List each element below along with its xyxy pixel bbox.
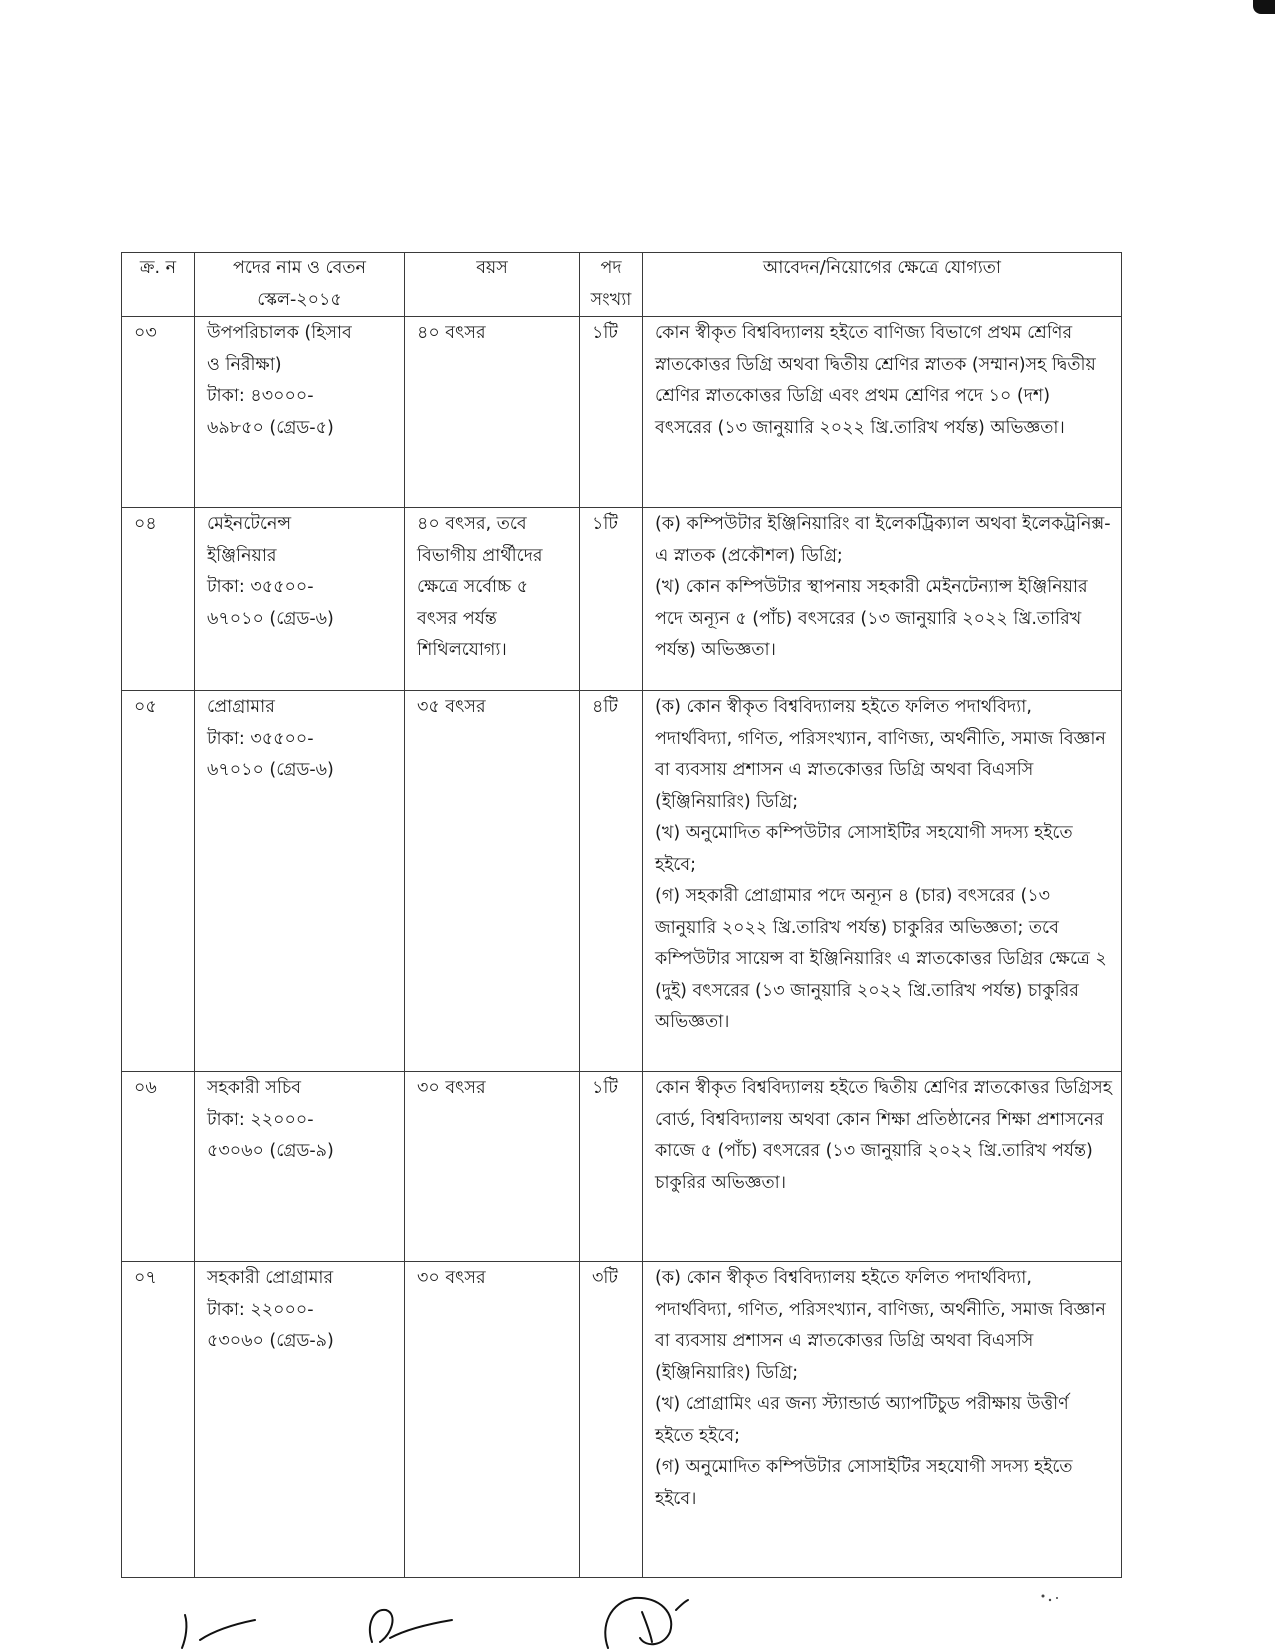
qualification-cell: (ক) কম্পিউটার ইঞ্জিনিয়ারিং বা ইলেকট্রিক্যাল অথবা ইলেকট্রনিক্স-এ স্নাতক (প্রকৌশল) ডিগ্রি; (খ) কোন কম্পিউটার স্থাপনায় সহকারী মেইনটেন্যান্স ইঞ্জিনিয়ার পদে অন্যূন ৫ (পাঁচ) বৎসরের (১৩ জানুয়ারি ২০২২ খ্রি.তারিখ পর্যন্ত) অভিজ্ঞতা। [643,508,1122,691]
scan-specks [1042,1595,1059,1602]
table-row [122,1262,1122,1578]
age-cell: ৪০ বৎসর [405,317,580,508]
serial-cell: ০৫ [122,691,195,1072]
post-count-cell: ১টি [580,1072,643,1262]
age-cell: ৩০ বৎসর [405,1072,580,1262]
header-qualification: আবেদন/নিয়োগের ক্ষেত্রে যোগ্যতা [643,253,1122,317]
header-post-and-pay-scale: পদের নাম ও বেতন স্কেল-২০১৫ [195,253,405,317]
signature-2 [370,1610,452,1642]
age-cell: ৩৫ বৎসর [405,691,580,1072]
serial-cell: ০৪ [122,508,195,691]
signatures-area [0,1590,1275,1650]
post-count-cell: ৩টি [580,1262,643,1578]
qualification-cell: কোন স্বীকৃত বিশ্ববিদ্যালয় হইতে দ্বিতীয় শ্রেণির স্নাতকোত্তর ডিগ্রিসহ বোর্ড, বিশ্ববিদ্যালয় অথবা কোন শিক্ষা প্রতিষ্ঠানের শিক্ষা প্রশাসনের কাজে ৫ (পাঁচ) বৎসরের (১৩ জানুয়ারি ২০২২ খ্রি.তারিখ পর্যন্ত) চাকুরির অভিজ্ঞতা। [643,1072,1122,1262]
age-cell: ৪০ বৎসর, তবে বিভাগীয় প্রার্থীদের ক্ষেত্রে সর্বোচ্চ ৫ বৎসর পর্যন্ত শিথিলযোগ্য। [405,508,580,691]
post-count-cell: ১টি [580,508,643,691]
serial-cell: ০৭ [122,1262,195,1578]
vacancy-table [121,252,1122,1578]
signature-3 [605,1598,688,1648]
table-row [122,691,1122,1072]
post-cell: সহকারী সচিব টাকা: ২২০০০- ৫৩০৬০ (গ্রেড-৯) [195,1072,405,1262]
table-row [122,317,1122,508]
signature-1 [182,1615,255,1648]
table-row [122,1072,1122,1262]
post-cell: প্রোগ্রামার টাকা: ৩৫৫০০- ৬৭০১০ (গ্রেড-৬) [195,691,405,1072]
post-count-cell: ১টি [580,317,643,508]
post-cell: সহকারী প্রোগ্রামার টাকা: ২২০০০- ৫৩০৬০ (গ্রেড-৯) [195,1262,405,1578]
header-serial: ক্র. ন [122,253,195,317]
post-cell: উপপরিচালক (হিসাব ও নিরীক্ষা) টাকা: ৪৩০০০- ৬৯৮৫০ (গ্রেড-৫) [195,317,405,508]
header-post-count: পদ সংখ্যা [580,253,643,317]
age-cell: ৩০ বৎসর [405,1262,580,1578]
page-corner-mark [1253,0,1275,14]
post-cell: মেইনটেনেন্স ইঞ্জিনিয়ার টাকা: ৩৫৫০০- ৬৭০১০ (গ্রেড-৬) [195,508,405,691]
serial-cell: ০৬ [122,1072,195,1262]
qualification-cell: কোন স্বীকৃত বিশ্ববিদ্যালয় হইতে বাণিজ্য বিভাগে প্রথম শ্রেণির স্নাতকোত্তর ডিগ্রি অথবা দ্বিতীয় শ্রেণির স্নাতক (সম্মান)সহ দ্বিতীয় শ্রেণির স্নাতকোত্তর ডিগ্রি এবং প্রথম শ্রেণির পদে ১০ (দশ) বৎসরের (১৩ জানুয়ারি ২০২২ খ্রি.তারিখ পর্যন্ত) অভিজ্ঞতা। [643,317,1122,508]
qualification-cell: (ক) কোন স্বীকৃত বিশ্ববিদ্যালয় হইতে ফলিত পদার্থবিদ্যা, পদার্থবিদ্যা, গণিত, পরিসংখ্যান, বাণিজ্য, অর্থনীতি, সমাজ বিজ্ঞান বা ব্যবসায় প্রশাসন এ স্নাতকোত্তর ডিগ্রি অথবা বিএসসি (ইঞ্জিনিয়ারিং) ডিগ্রি; (খ) প্রোগ্রামিং এর জন্য স্ট্যান্ডার্ড অ্যাপটিচুড পরীক্ষায় উত্তীর্ণ হইতে হইবে; (গ) অনুমোদিত কম্পিউটার সোসাইটির সহযোগী সদস্য হইতে হইবে। [643,1262,1122,1578]
serial-cell: ০৩ [122,317,195,508]
table-row [122,508,1122,691]
post-count-cell: ৪টি [580,691,643,1072]
table-header-row [122,253,1122,317]
header-age: বয়স [405,253,580,317]
qualification-cell: (ক) কোন স্বীকৃত বিশ্ববিদ্যালয় হইতে ফলিত পদার্থবিদ্যা, পদার্থবিদ্যা, গণিত, পরিসংখ্যান, বাণিজ্য, অর্থনীতি, সমাজ বিজ্ঞান বা ব্যবসায় প্রশাসন এ স্নাতকোত্তর ডিগ্রি অথবা বিএসসি (ইঞ্জিনিয়ারিং) ডিগ্রি; (খ) অনুমোদিত কম্পিউটার সোসাইটির সহযোগী সদস্য হইতে হইবে; (গ) সহকারী প্রোগ্রামার পদে অন্যূন ৪ (চার) বৎসরের (১৩ জানুয়ারি ২০২২ খ্রি.তারিখ পর্যন্ত) চাকুরির অভিজ্ঞতা; তবে কম্পিউটার সায়েন্স বা ইঞ্জিনিয়ারিং এ স্নাতকোত্তর ডিগ্রির ক্ষেত্রে ২ (দুই) বৎসরের (১৩ জানুয়ারি ২০২২ খ্রি.তারিখ পর্যন্ত) চাকুরির অভিজ্ঞতা। [643,691,1122,1072]
